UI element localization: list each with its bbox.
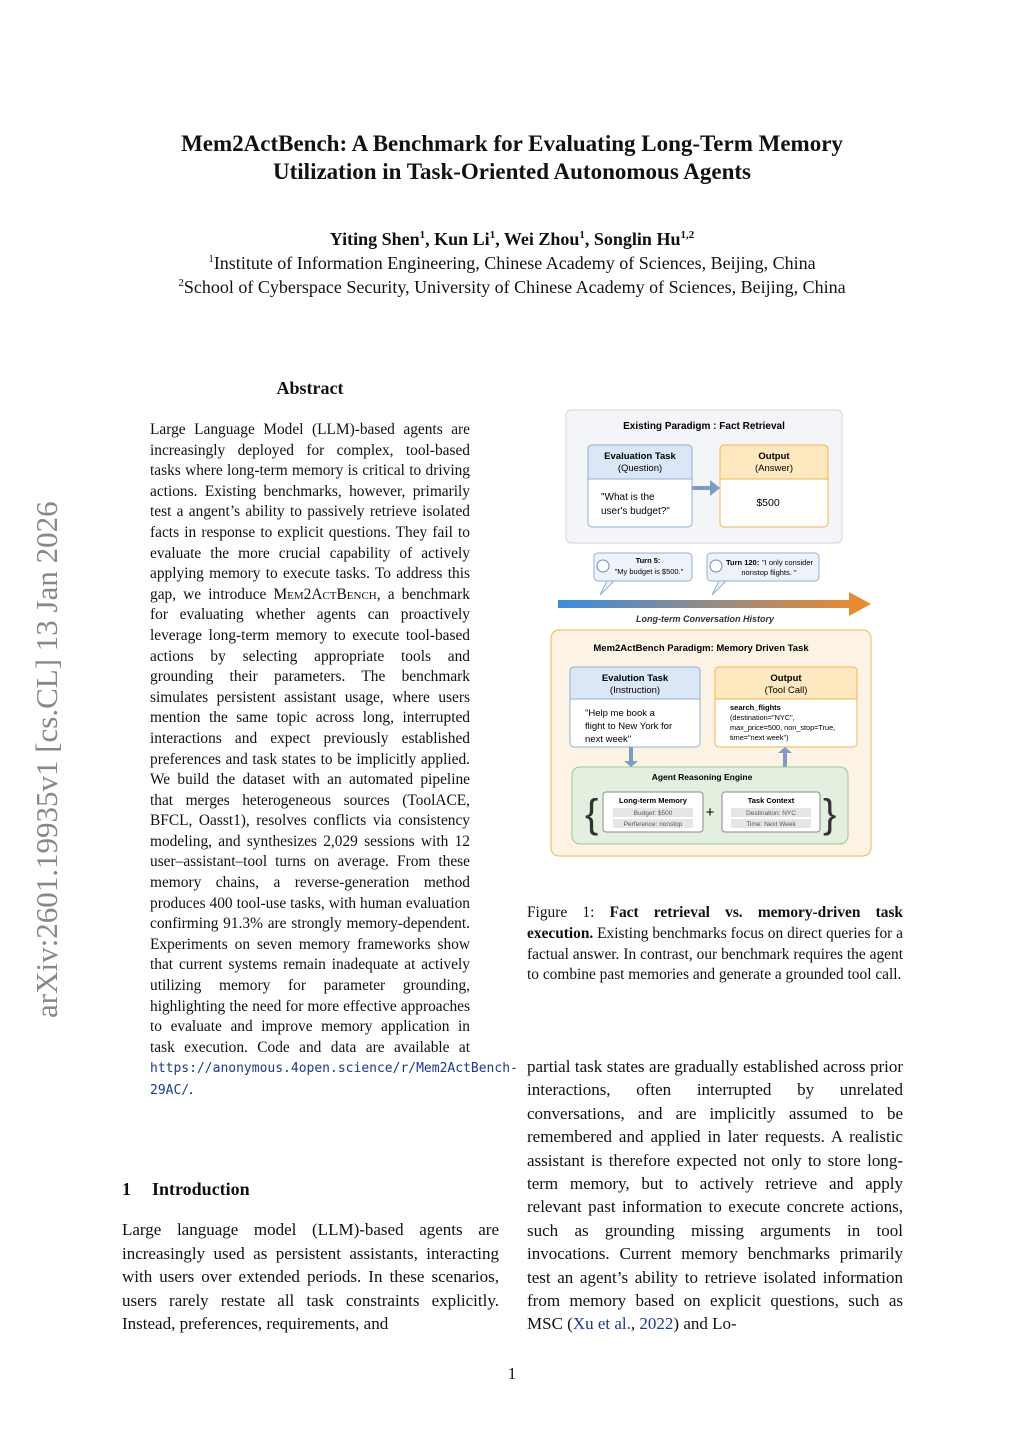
figure-1-diagram bbox=[547, 408, 873, 860]
svg-text:time="next week"): time="next week") bbox=[730, 733, 789, 742]
paper-title bbox=[0, 130, 1024, 186]
author: Wei Zhou bbox=[503, 229, 580, 249]
svg-text:"I only consider: "I only consider bbox=[762, 558, 814, 567]
svg-text:(Instruction): (Instruction) bbox=[609, 685, 661, 696]
chat-icon bbox=[597, 560, 609, 572]
title-line-2: Utilization in Task-Oriented Autonomous Agents bbox=[273, 159, 751, 184]
left-brace: { bbox=[585, 792, 599, 836]
svg-text:Evaluation Task: Evaluation Task bbox=[604, 451, 676, 462]
svg-text:Agent Reasoning Engine: Agent Reasoning Engine bbox=[651, 772, 753, 782]
svg-text:Long-term Memory: Long-term Memory bbox=[619, 796, 687, 805]
code-link[interactable]: https://anonymous.4open.science/r/Mem2ActBench-29AC/ bbox=[150, 1061, 518, 1098]
author: Songlin Hu bbox=[593, 229, 681, 249]
svg-text:$500: $500 bbox=[756, 497, 780, 509]
section-title: Introduction bbox=[152, 1179, 250, 1199]
svg-text:Budget: $500: Budget: $500 bbox=[633, 810, 673, 817]
title-line-1: Mem2ActBench: A Benchmark for Evaluating Long-Term Memory bbox=[181, 131, 843, 156]
author: Yiting Shen bbox=[329, 229, 420, 249]
svg-text:Evalution Task: Evalution Task bbox=[601, 673, 669, 684]
svg-text:(Answer): (Answer) bbox=[754, 463, 794, 474]
svg-text:"My budget is $500.": "My budget is $500." bbox=[614, 567, 684, 576]
svg-text:Time: Next Week: Time: Next Week bbox=[746, 821, 796, 828]
abstract-text: Large Language Model (LLM)-based agents are increasingly deployed for complex, tool-based tasks where long-term memory is critical to driving actions. Existing benchmarks, however, primarily test a angent’s ability to passively retrieve isolated facts in response to explicit questions. They fail to evaluate the more crucial capability of actively applying memory to execute tasks. To address this gap, we introduce Mem2ActBench, a benchmark for evaluating whether agents can proactively leverage long-term memory to execute tool-based actions by selecting appropriate tools and grounding their parameters. The benchmark simulates persistent assistant usage, where users mention the same topic across long, interrupted interactions and expect previously established preferences and task states to be implicitly applied. We build the dataset with an automated pipeline that merges heterogeneous sources (ToolACE, BFCL, Oasst1), resolves conflicts via consistency modeling, and synthesizes 2,029 sessions with 12 user–assistant–tool turns on average. From these memory chains, a reverse-generation method produces 400 tool-use tasks, with human evaluation confirming 91.3% are strongly memory-dependent. Experiments on seven memory frameworks show that current systems remain inadequate at actively utilizing memory for parameter grounding, highlighting the need for more effective approaches to evaluate and improve memory application in task execution. Code and data are available at https://anonymous.4open.science/r/Mem2ActBench-29AC/. bbox=[150, 421, 518, 1098]
svg-text:"What is the: "What is the bbox=[601, 492, 655, 503]
svg-text:(destination="NYC",: (destination="NYC", bbox=[730, 713, 795, 722]
citation-year-link[interactable]: 2022 bbox=[639, 1314, 674, 1334]
page-number: 1 bbox=[507, 1364, 517, 1383]
intro-paragraph-right: partial task states are gradually established across prior interactions, often interrupted by unrelated conversations, and are implicitly assumed to be remembered and applied in later requests. A realistic assistant is therefore expected not only to store long-term memory, but to actively retrieve and apply relevant past information to execute concrete actions, such as grounding missing arguments in tool invocations. Current memory benchmarks primarily test an agent’s ability to retrieve isolated information from memory based on explicit questions, such as MSC (Xu et al., 2022) and Lo- bbox=[527, 1057, 903, 1334]
svg-text:(Question): (Question) bbox=[617, 463, 663, 474]
svg-text:Turn 120:: Turn 120: bbox=[726, 558, 760, 567]
section-heading-introduction bbox=[122, 1179, 250, 1200]
svg-text:Perference: nonstop: Perference: nonstop bbox=[623, 821, 683, 828]
svg-text:search_flights: search_flights bbox=[730, 703, 781, 712]
figure-1-caption: Figure 1: Fact retrieval vs. memory-driven task execution. Existing benchmarks focus on direct queries for a factual answer. In contrast, our benchmark requires the agent to combine past memories and generate a grounded tool call. bbox=[527, 904, 903, 984]
intro-paragraph-left: Large language model (LLM)-based agents are increasingly used as persistent assistants, interacting with users over extended periods. In these scenarios, users rarely restate all task constraints explicitly. Instead, preferences, requirements, and bbox=[122, 1220, 499, 1333]
plus-sign: + bbox=[705, 804, 715, 821]
svg-text:next week": next week" bbox=[585, 734, 632, 745]
svg-text:Task Context: Task Context bbox=[747, 796, 795, 805]
abstract-heading: Abstract bbox=[276, 378, 344, 398]
timeline-arrow bbox=[558, 592, 871, 616]
timeline-label: Long-term Conversation History bbox=[635, 614, 775, 624]
section-number: 1 bbox=[122, 1179, 131, 1199]
right-brace: } bbox=[823, 792, 837, 836]
benchmark-name: Mem2ActBench bbox=[273, 585, 377, 603]
author: Kun Li bbox=[434, 229, 490, 249]
svg-text:Output: Output bbox=[758, 451, 790, 462]
svg-text:Destination: NYC: Destination: NYC bbox=[746, 810, 796, 817]
svg-text:flight to New York for: flight to New York for bbox=[585, 721, 673, 732]
affiliation-1: $^1$Institute of Information Engineering, Chinese Academy of Sciences, Beijing, China bbox=[208, 253, 816, 273]
svg-text:nonstop flights. ": nonstop flights. " bbox=[741, 568, 797, 577]
svg-text:(Tool Call): (Tool Call) bbox=[764, 685, 808, 696]
svg-text:"Help me book a: "Help me book a bbox=[585, 708, 655, 719]
author-list: Yiting Shen$^1$, Kun Li$^1$, Wei Zhou$^1$, Songlin Hu$^{1,2}$ bbox=[329, 229, 695, 249]
svg-text:user's budget?": user's budget?" bbox=[601, 506, 670, 517]
svg-text:max_price=500, non_stop=True,: max_price=500, non_stop=True, bbox=[730, 723, 836, 732]
affiliation-2: $^2$School of Cyberspace Security, University of Chinese Academy of Sciences, Beijing, China bbox=[178, 277, 846, 297]
chat-icon bbox=[710, 560, 722, 572]
svg-text:Turn 5:: Turn 5: bbox=[635, 556, 661, 565]
existing-paradigm-title: Existing Paradigm : Fact Retrieval bbox=[623, 421, 785, 432]
arxiv-identifier: arXiv:2601.19935v1 [cs.CL] 13 Jan 2026 bbox=[29, 501, 64, 1018]
mem2act-paradigm-title: Mem2ActBench Paradigm: Memory Driven Task bbox=[593, 643, 809, 654]
citation-link[interactable]: Xu et al. bbox=[572, 1314, 631, 1334]
figure-1 bbox=[547, 408, 873, 860]
svg-text:Output: Output bbox=[770, 673, 802, 684]
